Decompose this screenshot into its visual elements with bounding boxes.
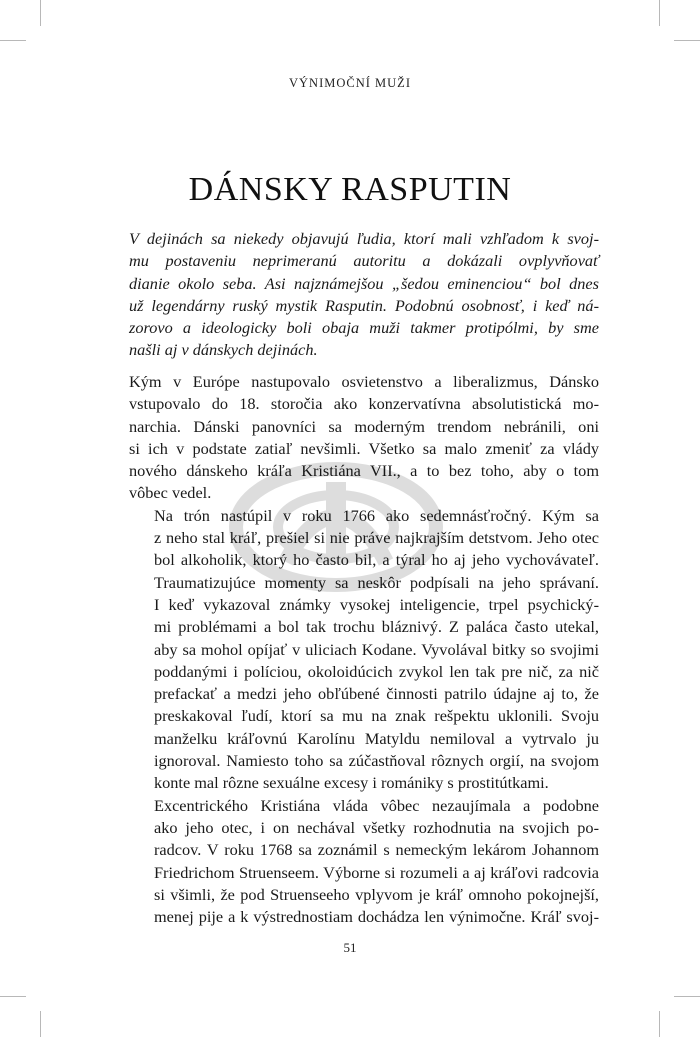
text-line: z neho stal kráľ, prešiel si nie práve najkrajším detstvom. Jeho otec: [154, 528, 599, 548]
lead-paragraph: [129, 228, 599, 362]
lead-line: V dejinách sa niekedy objavujú ľudia, ktorí mali vzhľadom k svoj-: [129, 229, 599, 248]
text-line: manželku kráľovnú Karolínu Matyldu nemiloval a vytrvalo ju: [154, 728, 599, 748]
lead-line: už legendárny ruský mystik Rasputin. Podobnú osobnosť, i keď ná-: [129, 295, 599, 315]
chapter-title: DÁNSKY RASPUTIN: [188, 171, 512, 208]
lead-line: našli aj v dánskych dejinách.: [129, 340, 318, 360]
text-line: ignoroval. Namiesto toho sa zúčastňoval rôznych orgií, na svojom: [154, 751, 599, 771]
text-line: si ich v podstate zatiaľ nevšimli. Všetko sa malo zmeniť za vlády: [129, 438, 599, 458]
page-number: 51: [343, 940, 357, 955]
text-line: Excentrického Kristiána vláda vôbec nezaujímala a podobne: [154, 795, 599, 815]
text-line: Traumatizujúce momenty sa neskôr podpísali na jeho správaní.: [154, 572, 599, 592]
crop-mark-top-right-vertical: [659, 0, 660, 26]
crop-mark-top-left-horizontal: [0, 40, 26, 41]
body-paragraph: [129, 371, 599, 505]
crop-mark-bottom-left-horizontal: [0, 996, 26, 997]
crop-mark-top-left-vertical: [40, 0, 41, 26]
lead-line: dianie okolo seba. Asi najznámejšou „šedou eminenciou“ bol dnes: [129, 273, 599, 293]
body-paragraph: [129, 505, 599, 795]
text-line: si všimli, že pod Struenseeho vplyvom je kráľ omnoho pokojnejší,: [154, 884, 599, 904]
text-line: bol alkoholik, ktorý ho často bil, a týral ho aj jeho vychovávateľ.: [154, 550, 599, 570]
text-line: I keď vykazoval známky vysokej inteligencie, trpel psychický-: [154, 594, 599, 614]
body-text: [129, 371, 599, 928]
lead-line: mu postaveniu neprimeranú autoritu a dokázali ovplyvňovať: [129, 251, 599, 271]
crop-mark-bottom-right-vertical: [659, 1011, 660, 1037]
text-line: nového dánskeho kráľa Kristiána VII., a to bez toho, aby o tom: [129, 461, 599, 481]
text-line: Na trón nastúpil v roku 1766 ako sedemnásťročný. Kým sa: [154, 505, 599, 525]
text-line: mi problémami a bol tak trochu bláznivý. Z paláca často utekal,: [154, 617, 599, 637]
text-line: narchia. Dánski panovníci sa moderným trendom nebránili, oni: [129, 416, 599, 436]
text-line: vstupovalo do 18. storočia ako konzervatívna absolutistická mo-: [129, 394, 599, 414]
text-line: Kým v Európe nastupovalo osvietenstvo a liberalizmus, Dánsko: [129, 372, 599, 391]
crop-mark-bottom-left-vertical: [40, 1011, 41, 1037]
body-paragraph: [129, 795, 599, 929]
text-line: poddanými i políciou, okoloidúcich zvykol len tak pre nič, za nič: [154, 661, 599, 681]
text-line: prefackať a medzi jeho obľúbené činnosti patrilo údajne aj to, že: [154, 684, 599, 704]
running-head: VÝNIMOČNÍ MUŽI: [289, 76, 411, 90]
text-line: Friedrichom Struenseem. Výborne si rozumeli a aj kráľovi radcovia: [154, 862, 599, 882]
text-line: menej pije a k výstrednostiam dochádza len výnimočne. Kráľ svoj-: [154, 907, 599, 927]
text-line: preskakoval ľudí, ktorí sa mu na znak rešpektu uklonili. Svoju: [154, 706, 599, 726]
text-line: vôbec vedel.: [129, 483, 212, 503]
crop-mark-bottom-right-horizontal: [674, 996, 700, 997]
text-line: ako jeho otec, i on nechával všetky rozhodnutia na svojich po-: [154, 817, 599, 837]
lead-line: zorovo a ideologicky boli obaja muži takmer protipólmi, by sme: [129, 318, 599, 338]
text-line: konte mal rôzne sexuálne excesy i romániky s prostitútkami.: [154, 773, 549, 793]
text-line: aby sa mohol opíjať v uliciach Kodane. Vyvolával bitky so svojimi: [154, 639, 599, 659]
crop-mark-top-right-horizontal: [674, 40, 700, 41]
text-line: radcov. V roku 1768 sa zoznámil s nemeckým lekárom Johannom: [154, 840, 599, 860]
